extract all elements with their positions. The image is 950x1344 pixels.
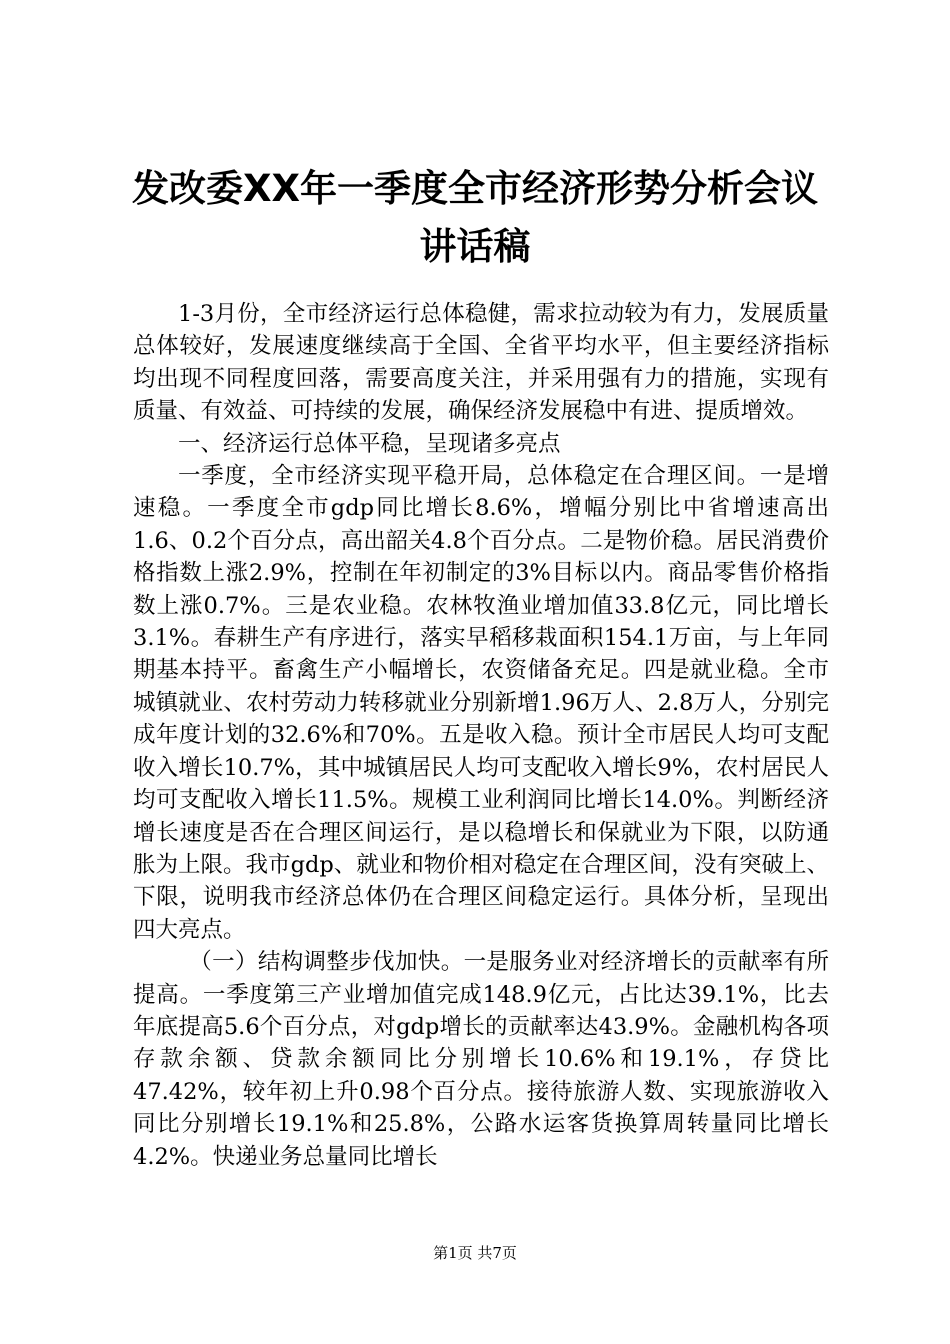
page-footer: 第1页 共7页: [433, 1244, 517, 1262]
paragraph-intro: 1-3月份，全市经济运行总体稳健，需求拉动较为有力，发展质量总体较好，发展速度继续高于全国、全省平均水平，但主要经济指标均出现不同程度回落，需要高度关注，并采用强有力的措施，实现有质量、有效益、可持续的发展，确保经济发展稳中有进、提质增效。: [133, 301, 829, 425]
document-title: 发改委XX年一季度全市经济形势分析会议讲话稿: [131, 167, 819, 268]
document-body: [133, 298, 829, 1173]
paragraph-overview: 一季度，全市经济实现平稳开局，总体稳定在合理区间。一是增速稳。一季度全市gdp同比增长8.6%，增幅分别比中省增速高出1.6、0.2个百分点，高出韶关4.8个百分点。二是物价稳。居民消费价格指数上涨2.9%，控制在年初制定的3%目标以内。商品零售价格指数上涨0.7%。三是农业稳。农林牧渔业增加值33.8亿元，同比增长3.1%。春耕生产有序进行，落实早稻移栽面积154.1万亩，与上年同期基本持平。畜禽生产小幅增长，农资储备充足。四是就业稳。全市城镇就业、农村劳动力转移就业分别新增1.96万人、2.8万人，分别完成年度计划的32.6%和70%。五是收入稳。预计全市居民人均可支配收入增长10.7%，其中城镇居民人均可支配收入增长9%，农村居民人均可支配收入增长11.5%。规模工业利润同比增长14.0%。判断经济增长速度是否在合理区间运行，是以稳增长和保就业为下限，以防通胀为上限。我市gdp、就业和物价相对稳定在合理区间，没有突破上、下限，说明我市经济总体仍在合理区间稳定运行。具体分析，呈现出四大亮点。: [133, 463, 829, 943]
section-heading: 一、经济运行总体平稳，呈现诸多亮点: [178, 430, 561, 457]
paragraph-structure: （一）结构调整步伐加快。一是服务业对经济增长的贡献率有所提高。一季度第三产业增加值完成148.9亿元，占比达39.1%，比去年底提高5.6个百分点，对gdp增长的贡献率达43.9%。金融机构各项存款余额、贷款余额同比分别增长10.6%和19.1%，存贷比47.42%，较年初上升0.98个百分点。接待旅游人数、实现旅游收入同比分别增长19.1%和25.8%，公路水运客货换算周转量同比增长4.2%。快递业务总量同比增长: [133, 949, 829, 1170]
